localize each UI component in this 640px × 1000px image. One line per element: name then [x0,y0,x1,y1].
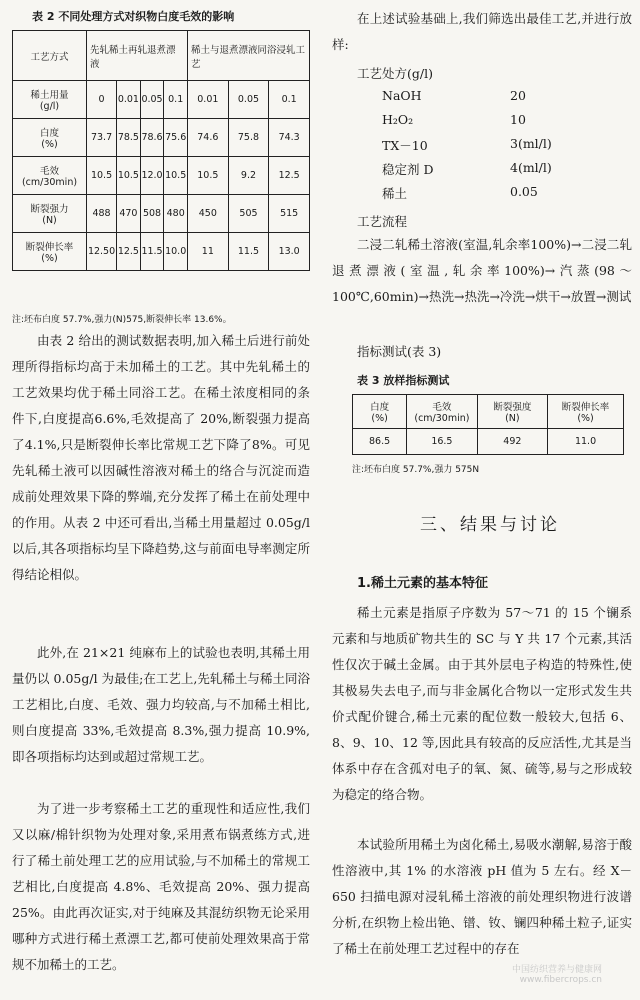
table2-cell: 0.05 [140,81,164,119]
table2-cell: 508 [140,195,164,233]
table3-value-elongation: 11.0 [548,429,624,455]
table3-value-row [353,429,624,455]
table2-cell: 10.5 [188,157,229,195]
right-paragraph-1: 稀土元素是指原子序数为 57～71 的 15 个镧系元素和与地质矿物共生的 SC 与 Y 共 17 个元素,其活性仅次于碱土金属。由于其外层电子构造的特殊性,使其极易失去电子,而与非金属化合物以一定形式发生共价式配价键合,稀土元素的配位数一般较大,包括 6、8、9、10、12 等,因此具有较高的反应活性,尤其是当体系中存在含孤对电子的氧、氮、硫等,易与之形成较为稳定的络合物。 [332,605,632,802]
table2-cell: 12.5 [117,233,141,271]
table2-row-label: 白度 (%) [13,119,87,157]
recipe-item-value: 4(ml/l) [510,160,552,175]
table2-cell: 10.5 [164,157,188,195]
table2-cell: 11.5 [228,233,269,271]
table3-header-row [353,395,624,429]
recipe-item [382,184,622,208]
table2-header-row [13,31,310,81]
recipe-item-value: 3(ml/l) [510,136,552,151]
table2-cell: 470 [117,195,141,233]
recipe-item [382,160,622,184]
table2-group1: 先轧稀土再轧退煮漂液 [87,31,188,81]
table2-cell: 75.8 [228,119,269,157]
table2-cell: 13.0 [269,233,310,271]
recipe-list [382,88,622,208]
flow-title: 工艺流程 [357,214,408,229]
table3 [352,394,624,455]
table2-cell: 78.6 [140,119,164,157]
recipe-item-name: 稳定剂 D [382,162,434,177]
table2-cell: 75.6 [164,119,188,157]
intro-paragraph: 在上述试验基础上,我们筛选出最佳工艺,并进行放样: [332,11,632,52]
left-paragraph-2: 此外,在 21×21 纯麻布上的试验也表明,其稀土用量仍以 0.05g/l 为最佳;在工艺上,先轧稀土与稀土同浴工艺相比,白度、毛效、强力均较高,与不加稀土相比,则白度提高 33%,毛效提高 8.3%,强力提高 10.9%,即各项指标均达到或超过常规工艺。 [12,645,310,764]
recipe-item [382,136,622,160]
table2-body [13,81,310,271]
table2-cell: 10.5 [87,157,117,195]
table2-note: 注:坯布白度 57.7%,强力(N)575,断裂伸长率 13.6%。 [12,315,232,325]
table3-header-strength: 断裂强度 (N) [477,395,547,429]
table2-row [13,119,310,157]
table2-cell: 0.1 [164,81,188,119]
table2-row [13,157,310,195]
recipe-item-name: NaOH [382,88,422,103]
table2-row-label: 断裂强力 (N) [13,195,87,233]
recipe-title: 工艺处方(g/l) [357,66,433,81]
table2-cell: 12.0 [140,157,164,195]
table2 [12,30,310,271]
table2-row [13,233,310,271]
table2-cell: 505 [228,195,269,233]
table3-value-whiteness: 86.5 [353,429,407,455]
table2-cell: 0 [87,81,117,119]
table2-cell: 11 [188,233,229,271]
table3-caption: 表 3 放样指标测试 [357,374,450,387]
table3-header-whiteness: 白度 (%) [353,395,407,429]
recipe-item-name: TX－10 [382,138,428,153]
test-title: 指标测试(表 3) [357,344,442,359]
table2-cell: 480 [164,195,188,233]
table2-cell: 78.5 [117,119,141,157]
table2-row-label: 稀土用量 (g/l) [13,81,87,119]
table2-cell: 73.7 [87,119,117,157]
table2-cell: 0.1 [269,81,310,119]
subheading: 1.稀土元素的基本特征 [357,576,488,591]
table3-header-capillary: 毛效 (cm/30min) [407,395,477,429]
table3-header-elongation: 断裂伸长率 (%) [548,395,624,429]
table2-row-label: 毛效 (cm/30min) [13,157,87,195]
table2-row [13,81,310,119]
table2-cell: 74.3 [269,119,310,157]
table2-header-label: 工艺方式 [13,31,87,81]
recipe-item-value: 0.05 [510,184,538,199]
table2-cell: 9.2 [228,157,269,195]
watermark: 中国纺织营养与健康网 www.fibercrops.cn [512,965,603,985]
left-paragraph-3: 为了进一步考察稀土工艺的重现性和适应性,我们又以麻/棉针织物为处理对象,采用煮布锅煮练方式,进行了稀土前处理工艺的应用试验,与不加稀土的常规工艺相比,白度提高 4.8%、毛效提高 20%、强力提高25%。由此再次证实,对于纯麻及其混纺织物无论采用哪种方式进行稀土煮漂工艺,都可使前处理效果高于常规不加稀土的工艺。 [12,801,310,972]
table3-value-strength: 492 [477,429,547,455]
recipe-item [382,88,622,112]
table2-cell: 488 [87,195,117,233]
section-heading: 三、结果与讨论 [420,515,560,535]
table2-row [13,195,310,233]
table2-row-label: 断裂伸长率 (%) [13,233,87,271]
recipe-item-name: H₂O₂ [382,112,414,127]
right-paragraph-2: 本试验所用稀土为卤化稀土,易吸水潮解,易溶于酸性溶液中,其 1% 的水溶液 pH 值为 5 左右。经 X－650 扫描电源对浸轧稀土溶液的前处理织物进行波谱分析,在织物上检出铯、镨、钕、镧四种稀土粒子,证实了稀土在前处理工艺过程中的存在 [332,837,632,956]
table2-cell: 515 [269,195,310,233]
table2-cell: 12.5 [269,157,310,195]
table2-cell: 12.50 [87,233,117,271]
recipe-item [382,112,622,136]
table2-cell: 10.5 [117,157,141,195]
table2-group2: 稀土与退煮漂液同浴浸轧工艺 [188,31,310,81]
table2-cell: 11.5 [140,233,164,271]
recipe-item-name: 稀土 [382,186,408,201]
recipe-item-value: 10 [510,112,526,127]
table2-caption: 表 2 不同处理方式对织物白度毛效的影响 [32,10,235,23]
table2-cell: 0.01 [188,81,229,119]
flow-text: 二浸二轧稀土溶液(室温,轧余率100%)→二浸二轧退煮漂液(室温,轧余率100%)→汽蒸(98～100℃,60min)→热洗→热洗→冷洗→烘干→放置→测试 [332,237,632,304]
table2-cell: 0.05 [228,81,269,119]
left-paragraph-1: 由表 2 给出的测试数据表明,加入稀土后进行前处理所得指标均高于未加稀土的工艺。其中先轧稀土的工艺效果均优于稀土同浴工艺。在稀土浓度相同的条件下,白度提高6.6%,毛效提高了 20%,断裂强力提高了4.1%,只是断裂伸长率比常规工艺下降了8%。可见先轧稀土液可以因碱性溶液对稀土的络合与沉淀而造成前处理效果下降的弊端,充分发挥了稀土在前处理中的作用。从表 2 中还可看出,当稀土用量超过 0.05g/l 以后,其各项指标均呈下降趋势,这与前面电导率测定所得结论相似。 [12,333,310,582]
recipe-item-value: 20 [510,88,526,103]
table3-note: 注:坯布白度 57.7%,强力 575N [352,465,480,475]
table2-cell: 450 [188,195,229,233]
table3-value-capillary: 16.5 [407,429,477,455]
table2-cell: 0.01 [117,81,141,119]
table2-cell: 10.0 [164,233,188,271]
table2-cell: 74.6 [188,119,229,157]
